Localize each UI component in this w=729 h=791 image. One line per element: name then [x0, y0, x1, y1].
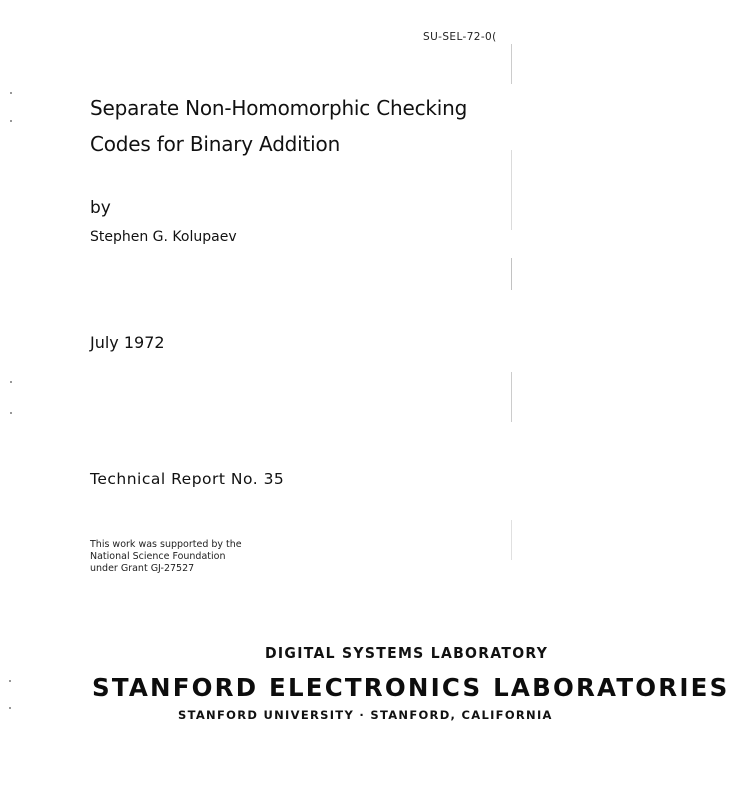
- funding-note: [90, 539, 242, 575]
- scan-speck: [10, 92, 12, 94]
- report-id: SU-SEL-72-0(: [423, 31, 497, 43]
- scan-speck: [10, 120, 12, 122]
- organization-address: STANFORD UNIVERSITY · STANFORD, CALIFORNIA: [178, 708, 553, 722]
- scan-edge-line: [511, 150, 512, 230]
- by-label: by: [90, 198, 111, 218]
- scan-edge-line: [511, 372, 512, 422]
- title-line-1: Separate Non-Homomorphic Checking: [90, 96, 468, 120]
- scan-speck: [10, 412, 12, 414]
- funding-line-1: This work was supported by the: [90, 539, 242, 550]
- organization-name: STANFORD ELECTRONICS LABORATORIES: [92, 673, 729, 702]
- scan-edge-line: [511, 258, 512, 290]
- funding-line-3: under Grant GJ-27527: [90, 563, 195, 574]
- scan-edge-line: [511, 520, 512, 560]
- lab-name: DIGITAL SYSTEMS LABORATORY: [265, 645, 549, 663]
- funding-line-2: National Science Foundation: [90, 551, 226, 562]
- scan-speck: [10, 381, 12, 383]
- scan-edge-line: [511, 44, 512, 84]
- title-line-2: Codes for Binary Addition: [90, 132, 341, 156]
- scan-speck: [9, 680, 11, 682]
- author-name: Stephen G. Kolupaev: [90, 229, 237, 245]
- publication-date: July 1972: [90, 333, 165, 352]
- scan-speck: [9, 707, 11, 709]
- report-number: Technical Report No. 35: [90, 470, 285, 488]
